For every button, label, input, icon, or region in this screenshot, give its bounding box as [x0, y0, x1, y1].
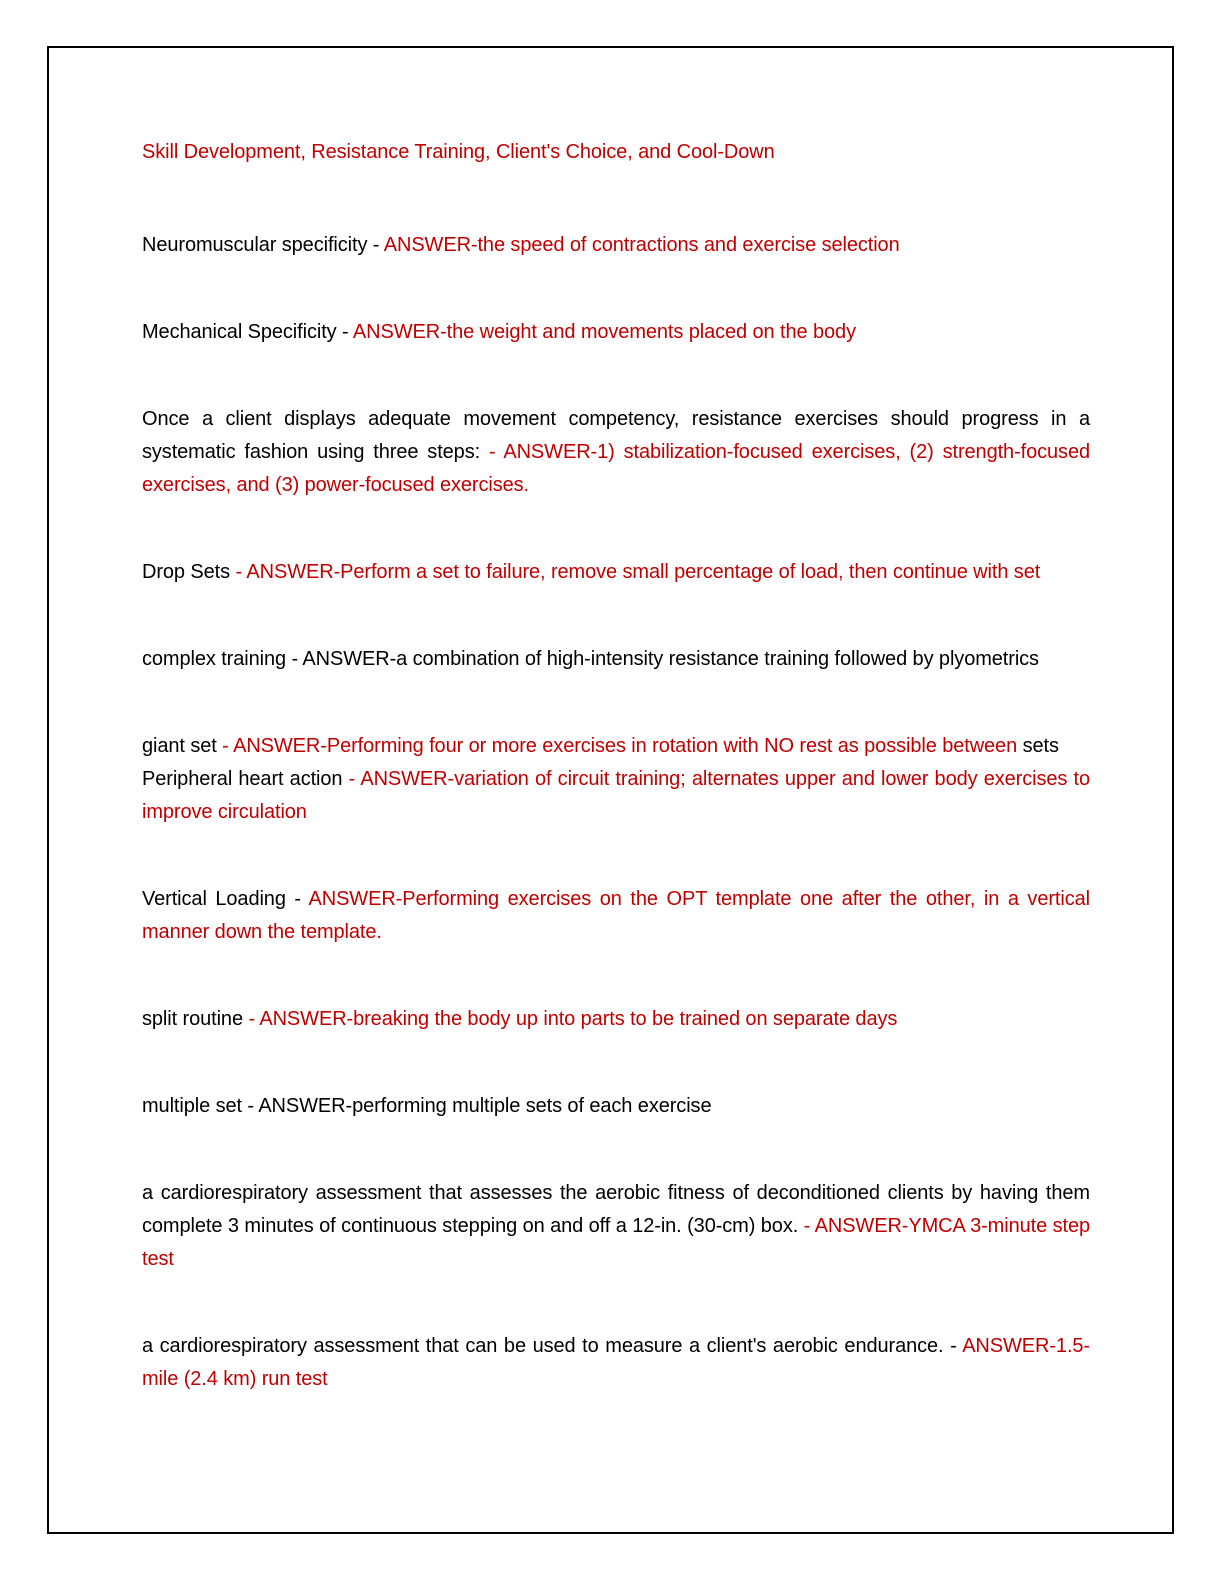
term-text: a cardiorespiratory assessment that assesses the aerobic fitness of deconditioned clients by having them complete 3 minutes of continuous stepping on and off a 12-in. (30-cm) box. — [142, 1182, 1090, 1237]
term-text: split routine — [142, 1008, 249, 1030]
answer-text: ANSWER-Performing exercises on the OPT template one after the other, in a vertical manner down the template. — [142, 888, 1090, 943]
qa-entry-vertical-loading — [142, 883, 1090, 949]
answer-text: - ANSWER-YMCA 3-minute step test — [142, 1215, 1090, 1270]
qa-entry-drop-sets — [142, 556, 1090, 589]
answer-text: Skill Development, Resistance Training, Client's Choice, and Cool-Down — [142, 141, 775, 163]
term-text: Neuromuscular specificity - — [142, 234, 384, 256]
answer-text: - ANSWER-variation of circuit training; alternates upper and lower body exercises to improve circulation — [142, 768, 1091, 823]
answer-text: ANSWER-1.5-mile (2.4 km) run test — [142, 1335, 1090, 1390]
answer-text: ANSWER-the weight and movements placed on the body — [352, 321, 856, 343]
term-text: Vertical Loading - — [142, 888, 309, 910]
term-text: Drop Sets — [142, 561, 236, 583]
term-text: multiple set - ANSWER-performing multiple sets of each exercise — [142, 1095, 712, 1117]
qa-entry-giant-set — [142, 730, 1090, 763]
answer-text: - ANSWER-1) stabilization-focused exercises, (2) strength-focused exercises, and (3) power-focused exercises. — [142, 441, 1090, 496]
term-text: sets — [1022, 735, 1059, 757]
qa-entry-peripheral-heart-action — [142, 763, 1090, 829]
term-text: a cardiorespiratory assessment that can be used to measure a client's aerobic endurance. - — [142, 1335, 963, 1357]
qa-entry-run-test — [142, 1330, 1090, 1396]
qa-entry-complex-training — [142, 643, 1090, 676]
qa-entry-multiple-set — [142, 1090, 1090, 1123]
term-text: Peripheral heart action — [142, 768, 349, 790]
qa-entry-neuromuscular-specificity — [142, 229, 1090, 262]
qa-entry-resistance-progression — [142, 403, 1090, 502]
term-text: Mechanical Specificity - — [142, 321, 353, 343]
qa-entry-ymca-step-test — [142, 1177, 1090, 1276]
qa-entry-title — [142, 136, 1090, 169]
answer-text: - ANSWER-Perform a set to failure, remove small percentage of load, then continue with set — [235, 561, 1041, 583]
term-text: giant set — [142, 735, 223, 757]
answer-text: - ANSWER-Performing four or more exercises in rotation with NO rest as possible between — [222, 735, 1023, 757]
term-text: complex training - ANSWER-a combination of high-intensity resistance training followed by plyometrics — [142, 648, 1039, 670]
qa-entry-mechanical-specificity — [142, 316, 1090, 349]
document-content — [142, 136, 1090, 1450]
answer-text: - ANSWER-breaking the body up into parts to be trained on separate days — [248, 1008, 898, 1030]
answer-text: ANSWER-the speed of contractions and exercise selection — [383, 234, 900, 256]
term-text: Once a client displays adequate movement competency, resistance exercises should progress in a systematic fashion using three steps: — [142, 408, 1090, 463]
qa-entry-split-routine — [142, 1003, 1090, 1036]
